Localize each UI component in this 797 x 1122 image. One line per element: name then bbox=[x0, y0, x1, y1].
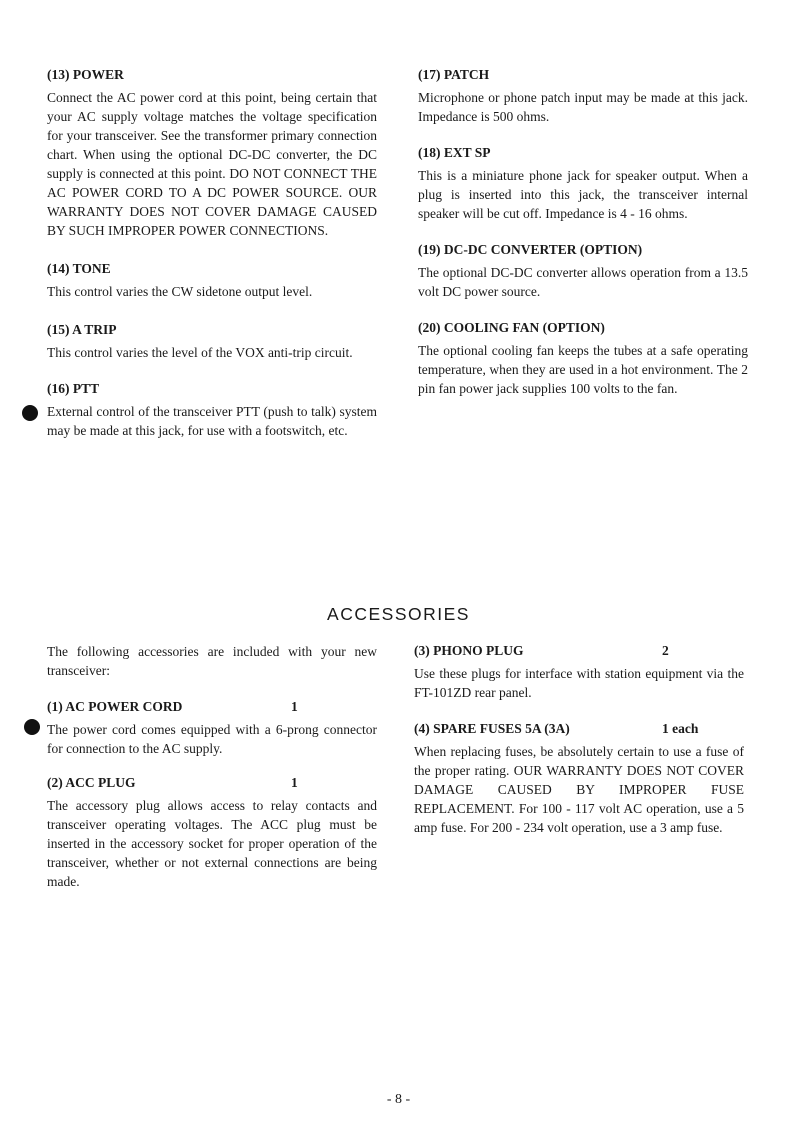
item-quantity: 1 bbox=[291, 699, 298, 714]
punch-hole-bottom bbox=[24, 719, 40, 735]
item-name: (3) PHONO PLUG bbox=[414, 643, 524, 658]
accessory-ac-power-cord bbox=[47, 698, 377, 758]
section-body: This is a miniature phone jack for speaker output. When a plug is inserted into this jack, the transceiver internal speaker will be cut off. Impedance is 4 - 16 ohms. bbox=[418, 168, 748, 221]
section-title: (17) PATCH bbox=[418, 67, 490, 82]
section-a-trip bbox=[47, 321, 377, 362]
section-tone bbox=[47, 260, 377, 301]
accessory-acc-plug bbox=[47, 774, 377, 891]
item-body: When replacing fuses, be absolutely certain to use a fuse of the proper rating. OUR WARRANTY DOES NOT COVER DAMAGE CAUSED BY IMPROPER FUSE REPLACEMENT. For 100 - 117 volt AC operation, use a 5 amp fuse. For 200 - 234 volt operation, use a 3 amp fuse. bbox=[414, 744, 744, 835]
accessory-phono-plug bbox=[414, 642, 744, 702]
left-column bbox=[47, 66, 377, 456]
accessories-intro bbox=[47, 642, 377, 680]
accessory-spare-fuses bbox=[414, 720, 744, 837]
section-title: (19) DC-DC CONVERTER (OPTION) bbox=[418, 242, 643, 257]
section-body: Connect the AC power cord at this point, being certain that your AC supply voltage matches the voltage specification for your transceiver. See the transformer primary connection chart. When using the optional DC-DC converter, the DC supply is connected at this point. DO NOT CONNECT THE AC POWER CORD TO A DC POWER SOURCE. OUR WARRANTY DOES NOT COVER DAMAGE CAUSED BY SUCH IMPROPER POWER CONNECTIONS. bbox=[47, 90, 377, 238]
punch-hole-top bbox=[22, 405, 38, 421]
item-name: (2) ACC PLUG bbox=[47, 775, 136, 790]
right-column bbox=[418, 66, 748, 414]
section-body: Microphone or phone patch input may be made at this jack. Impedance is 500 ohms. bbox=[418, 90, 748, 124]
section-title: (18) EXT SP bbox=[418, 145, 491, 160]
section-title: (20) COOLING FAN (OPTION) bbox=[418, 320, 605, 335]
section-body: This control varies the CW sidetone output level. bbox=[47, 284, 313, 299]
section-title: (14) TONE bbox=[47, 261, 111, 276]
section-ptt bbox=[47, 380, 377, 440]
section-ext-sp bbox=[418, 144, 748, 223]
item-name: (4) SPARE FUSES 5A (3A) bbox=[414, 721, 570, 736]
section-body: External control of the transceiver PTT (push to talk) system may be made at this jack, for use with a footswitch, etc. bbox=[47, 404, 377, 438]
section-patch bbox=[418, 66, 748, 126]
item-quantity: 1 bbox=[291, 775, 298, 790]
accessories-heading: ACCESSORIES bbox=[327, 604, 470, 624]
accessories-left-column bbox=[47, 642, 377, 907]
item-quantity: 1 each bbox=[662, 721, 699, 736]
item-title bbox=[414, 642, 744, 660]
item-body: The accessory plug allows access to relay contacts and transceiver operating voltages. The ACC plug must be inserted in the accessory socket for proper operation of the transceiver, whether or not external connections are being made. bbox=[47, 798, 377, 889]
item-name: (1) AC POWER CORD bbox=[47, 699, 183, 714]
section-dc-dc-converter bbox=[418, 241, 748, 301]
item-title bbox=[47, 698, 377, 716]
section-power bbox=[47, 66, 377, 240]
item-quantity: 2 bbox=[662, 643, 669, 658]
section-body: This control varies the level of the VOX anti-trip circuit. bbox=[47, 345, 353, 360]
section-cooling-fan bbox=[418, 319, 748, 398]
page-number: - 8 - bbox=[386, 1092, 411, 1107]
intro-text: The following accessories are included with your new transceiver: bbox=[47, 644, 377, 678]
accessories-right-column bbox=[414, 642, 744, 853]
item-title bbox=[414, 720, 744, 738]
item-title bbox=[47, 774, 377, 792]
section-title: (13) POWER bbox=[47, 67, 124, 82]
item-body: The power cord comes equipped with a 6-prong connector for connection to the AC supply. bbox=[47, 722, 377, 756]
item-body: Use these plugs for interface with station equipment via the FT-101ZD rear panel. bbox=[414, 666, 744, 700]
section-body: The optional cooling fan keeps the tubes at a safe operating temperature, when they are used in a hot environment. The 2 pin fan power jack supplies 100 volts to the fan. bbox=[418, 343, 748, 396]
section-body: The optional DC-DC converter allows operation from a 13.5 volt DC power source. bbox=[418, 265, 748, 299]
section-title: (15) A TRIP bbox=[47, 322, 117, 337]
section-title: (16) PTT bbox=[47, 381, 100, 396]
